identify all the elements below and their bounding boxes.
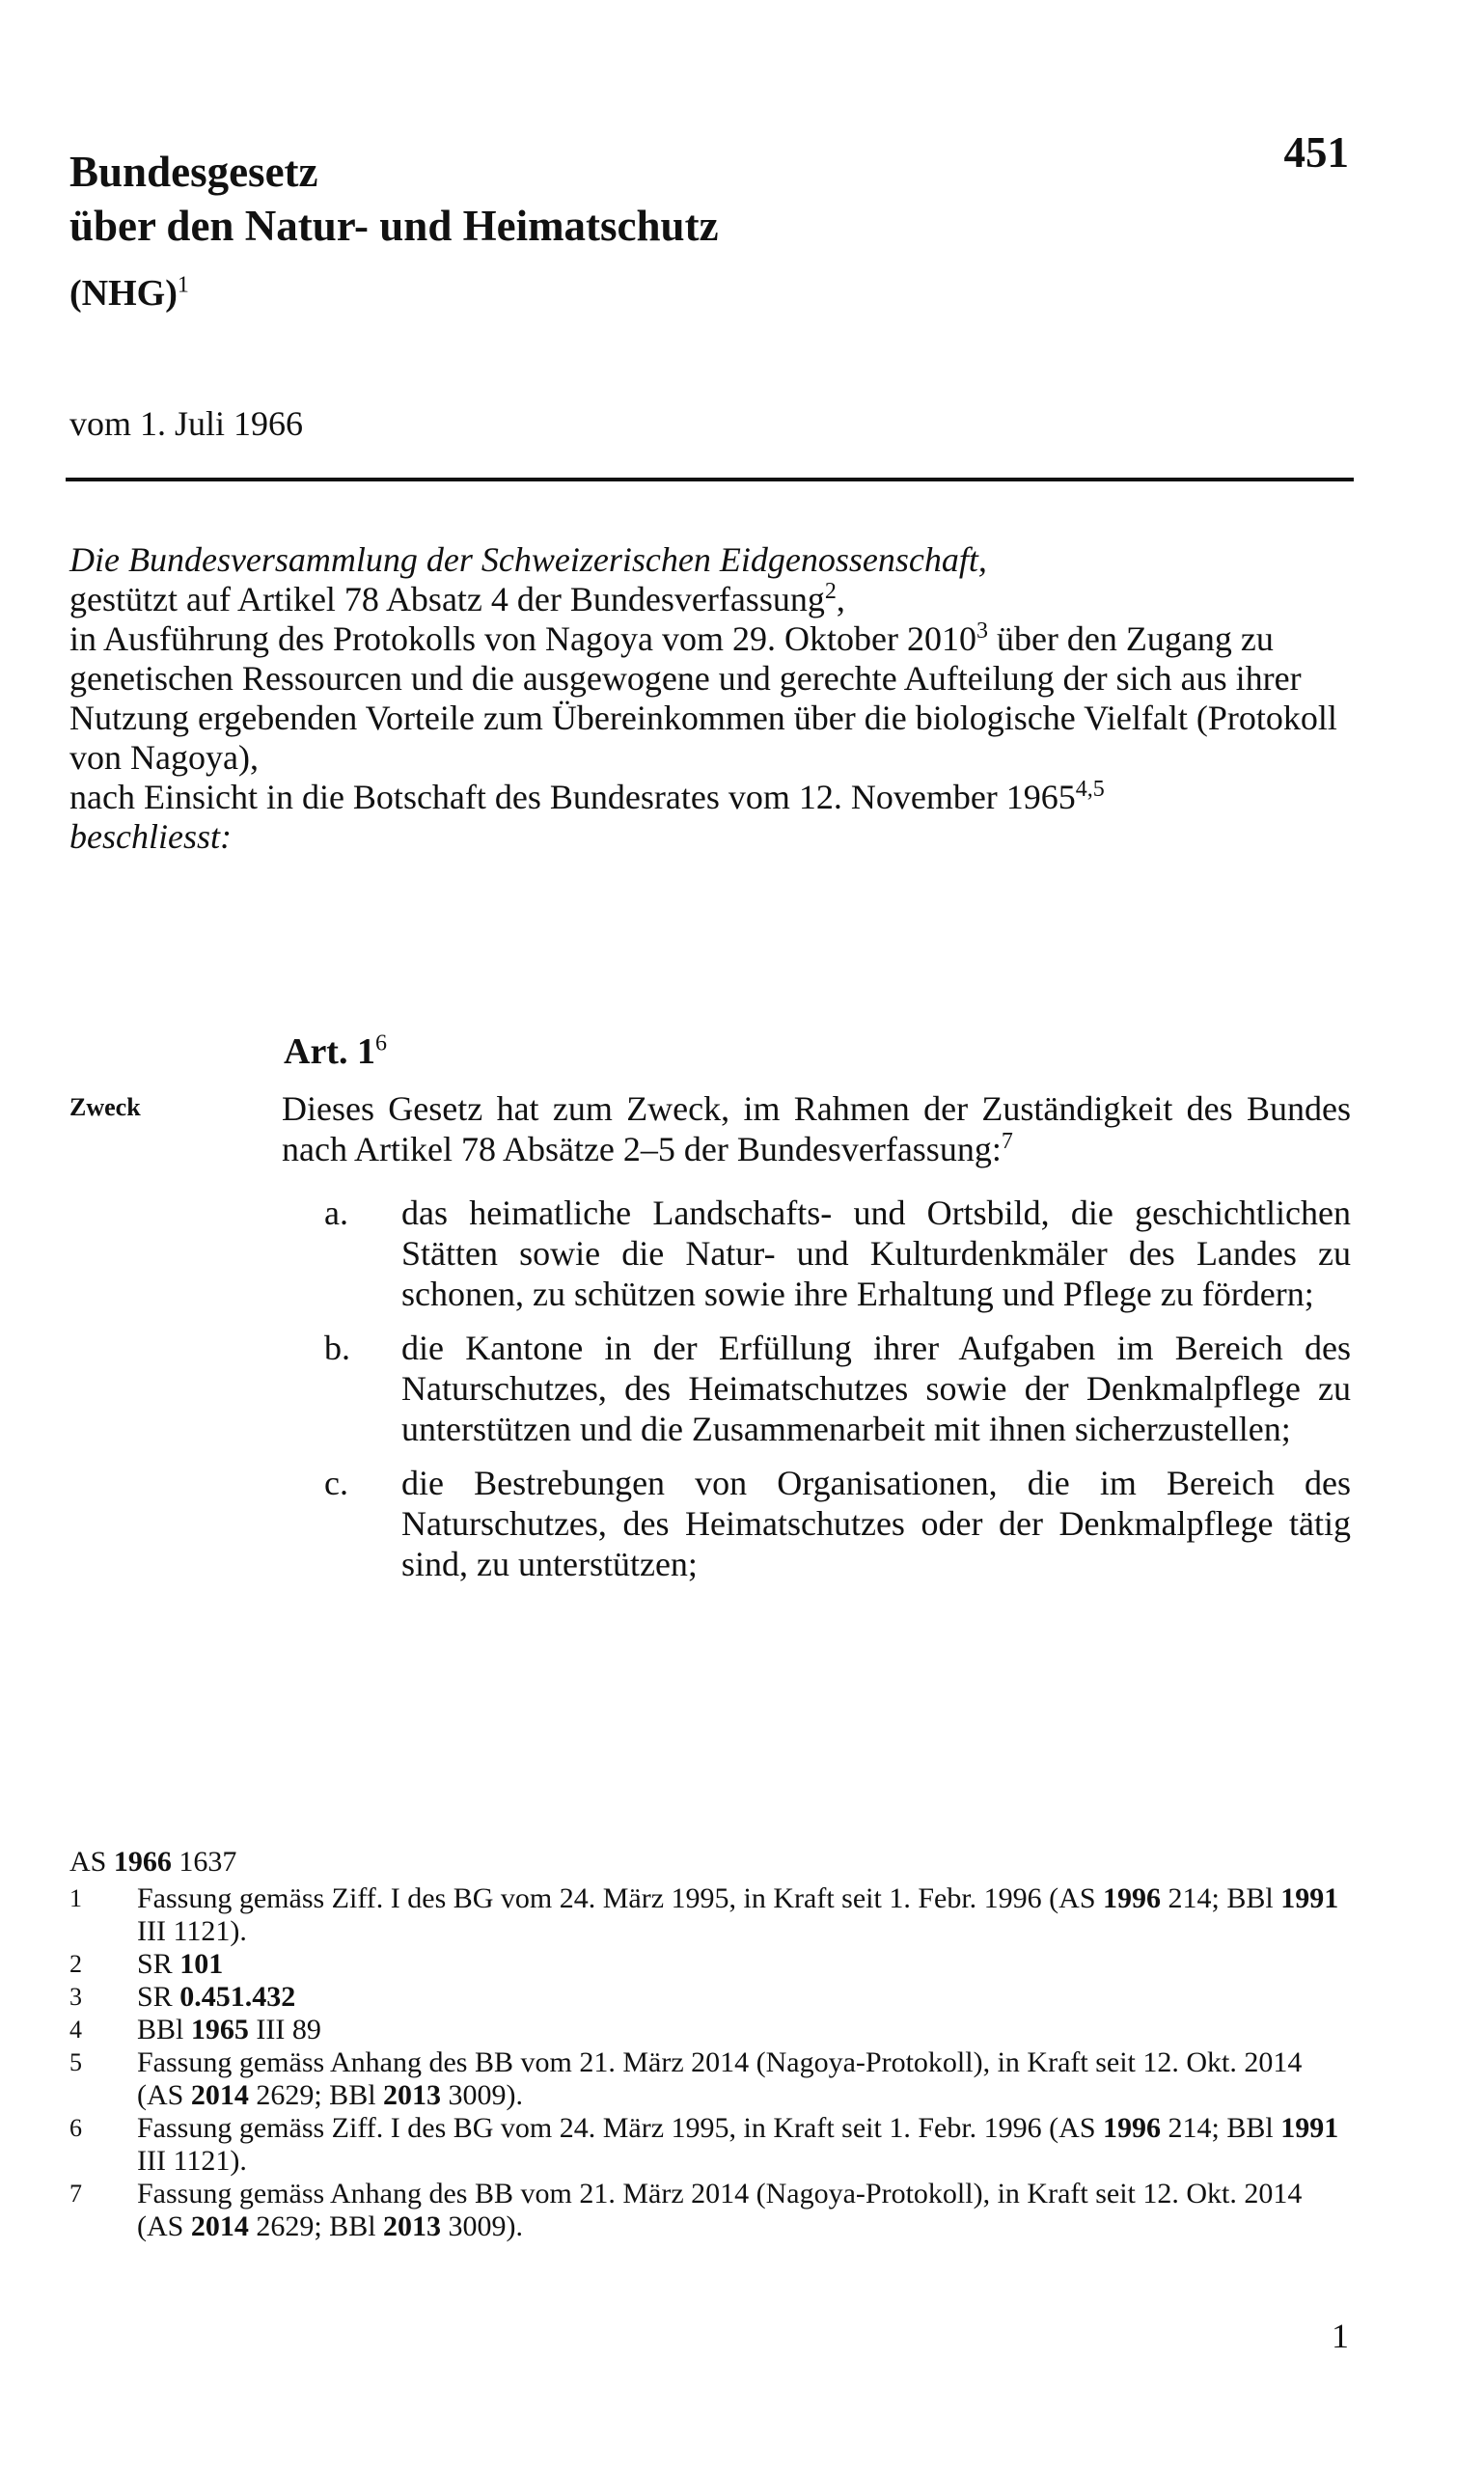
- footnotes: [69, 1846, 1353, 2243]
- preamble-basis: [69, 580, 1353, 619]
- footnote-text: [137, 2046, 1353, 2112]
- footnote-text: [137, 1882, 1353, 1948]
- footnote-3: [69, 1981, 1353, 2014]
- list-item: [282, 1193, 1351, 1314]
- fn5-text-c: 2629; BBl: [248, 2079, 384, 2111]
- preamble: [69, 540, 1353, 857]
- abbreviation: [69, 272, 189, 315]
- footnote-number: 4: [69, 2016, 82, 2044]
- fn2-text-a: SR: [137, 1948, 180, 1980]
- fn4-text-c: III 89: [248, 2014, 321, 2045]
- footnote-text: [137, 1948, 1353, 1981]
- fn1-text-c: 214; BBl: [1161, 1882, 1281, 1914]
- fn3-text-b: 0.451.432: [179, 1981, 296, 2013]
- fn7-text-a: Fassung gemäss Anhang des BB vom 21. März 2014 (Nagoya-Protokoll), in Kraft seit 12. Okt. 2014 (AS: [137, 2178, 1303, 2242]
- footnote-text: [137, 2014, 1353, 2046]
- footnote-6: [69, 2112, 1353, 2178]
- fn6-text-b: 1996: [1103, 2112, 1162, 2144]
- enactment-date: vom 1. Juli 1966: [69, 404, 304, 443]
- official-collection-ref: [69, 1846, 1353, 1879]
- footnote-number: 2: [69, 1950, 82, 1978]
- footnote-number: 5: [69, 2048, 82, 2076]
- as-year: 1966: [113, 1846, 172, 1878]
- fn2-text-b: 101: [179, 1948, 224, 1980]
- preamble-nagoya-text-a: in Ausführung des Protokolls von Nagoya vom 29. Oktober 2010: [69, 619, 976, 658]
- preamble-nagoya: [69, 619, 1353, 778]
- footnote-2: [69, 1948, 1353, 1981]
- preamble-basis-end: ,: [836, 580, 845, 618]
- header-divider: [66, 478, 1354, 481]
- document-title: [69, 145, 719, 253]
- title-line-1: Bundesgesetz: [69, 148, 318, 196]
- margin-note: Zweck: [69, 1093, 141, 1121]
- fn5-text-b: 2014: [190, 2079, 249, 2111]
- fn6-text-d: 1991: [1280, 2112, 1339, 2144]
- footnote-number: 3: [69, 1983, 82, 2011]
- sr-number: 451: [1283, 128, 1349, 177]
- fn1-text-d: 1991: [1280, 1882, 1339, 1914]
- preamble-nagoya-text-b: über den Zugang zu genetischen Ressourcen und die ausgewogene und gerechte Aufteilung der sich aus ihrer Nutzung ergebenden Vorteile zum Übereinkommen über die biologische Vielfalt (Protokoll von Nagoya),: [69, 619, 1337, 777]
- fn6-text-c: 214; BBl: [1161, 2112, 1281, 2144]
- as-prefix: AS: [69, 1846, 114, 1878]
- article-title-text: Art. 1: [284, 1031, 375, 1072]
- page-number: 1: [1332, 2317, 1349, 2355]
- footnote-5: [69, 2046, 1353, 2112]
- footnote-ref-3[interactable]: 3: [976, 618, 988, 644]
- title-line-2: über den Natur- und Heimatschutz: [69, 202, 719, 250]
- article-intro-text: Dieses Gesetz hat zum Zweck, im Rahmen der Zuständigkeit des Bundes nach Artikel 78 Absätze 2–5 der Bundesverfassung:: [282, 1089, 1351, 1168]
- fn6-text-e: III 1121).: [137, 2145, 247, 2177]
- item-label: a.: [324, 1194, 348, 1232]
- footnote-ref-6[interactable]: 6: [374, 1030, 387, 1057]
- preamble-resolves: beschliesst:: [69, 817, 232, 856]
- article-title: [284, 1030, 387, 1073]
- footnote-1: [69, 1882, 1353, 1948]
- footnote-number: 1: [69, 1884, 82, 1912]
- preamble-message-text: nach Einsicht in die Botschaft des Bundesrates vom 12. November 1965: [69, 778, 1076, 816]
- footnote-number: 6: [69, 2114, 82, 2142]
- fn1-text-b: 1996: [1103, 1882, 1162, 1914]
- fn7-text-c: 2629; BBl: [248, 2210, 384, 2242]
- preamble-message: [69, 778, 1353, 817]
- fn5-text-e: 3009).: [441, 2079, 524, 2111]
- footnote-ref-4-5[interactable]: 4,5: [1075, 777, 1105, 802]
- item-text: das heimatliche Landschafts- und Ortsbild, die geschichtlichen Stätten sowie die Natur- und Kulturdenkmäler des Landes zu schonen, zu schützen sowie ihre Erhaltung und Pflege zu fördern;: [401, 1194, 1351, 1313]
- item-label: b.: [324, 1329, 350, 1367]
- article-intro: [282, 1088, 1351, 1169]
- list-item: [282, 1463, 1351, 1584]
- fn7-text-b: 2014: [190, 2210, 249, 2242]
- fn7-text-d: 2013: [383, 2210, 442, 2242]
- as-page: 1637: [171, 1846, 237, 1878]
- fn1-text-a: Fassung gemäss Ziff. I des BG vom 24. März 1995, in Kraft seit 1. Febr. 1996 (AS: [137, 1882, 1104, 1914]
- item-text: die Kantone in der Erfüllung ihrer Aufgaben im Bereich des Naturschutzes, des Heimatschutzes sowie der Denkmalpflege zu unterstützen und die Zusammenarbeit mit ihnen sicherzustellen;: [401, 1329, 1351, 1448]
- fn5-text-d: 2013: [383, 2079, 442, 2111]
- footnote-ref-1[interactable]: 1: [177, 272, 189, 298]
- footnote-text: [137, 2112, 1353, 2178]
- footnote-text: [137, 2178, 1353, 2243]
- fn4-text-b: 1965: [190, 2014, 249, 2045]
- preamble-basis-text: gestützt auf Artikel 78 Absatz 4 der Bundesverfassung: [69, 580, 825, 618]
- footnote-ref-2[interactable]: 2: [824, 579, 837, 604]
- preamble-assembly: Die Bundesversammlung der Schweizerischen Eidgenossenschaft,: [69, 540, 987, 579]
- fn6-text-a: Fassung gemäss Ziff. I des BG vom 24. März 1995, in Kraft seit 1. Febr. 1996 (AS: [137, 2112, 1104, 2144]
- article-items: [282, 1193, 1351, 1598]
- footnote-ref-7[interactable]: 7: [1001, 1129, 1013, 1154]
- footnote-7: [69, 2178, 1353, 2243]
- fn5-text-a: Fassung gemäss Anhang des BB vom 21. März 2014 (Nagoya-Protokoll), in Kraft seit 12. Okt. 2014 (AS: [137, 2046, 1303, 2111]
- list-item: [282, 1328, 1351, 1449]
- item-label: c.: [324, 1464, 348, 1502]
- fn7-text-e: 3009).: [441, 2210, 524, 2242]
- fn1-text-e: III 1121).: [137, 1915, 247, 1947]
- footnote-4: [69, 2014, 1353, 2046]
- abbreviation-text: (NHG): [69, 273, 178, 314]
- footnote-number: 7: [69, 2180, 82, 2208]
- fn4-text-a: BBl: [137, 2014, 191, 2045]
- item-text: die Bestrebungen von Organisationen, die im Bereich des Naturschutzes, des Heimatschutzes oder der Denkmalpflege tätig sind, zu unterstützen;: [401, 1464, 1351, 1583]
- footnote-text: [137, 1981, 1353, 2014]
- fn3-text-a: SR: [137, 1981, 180, 2013]
